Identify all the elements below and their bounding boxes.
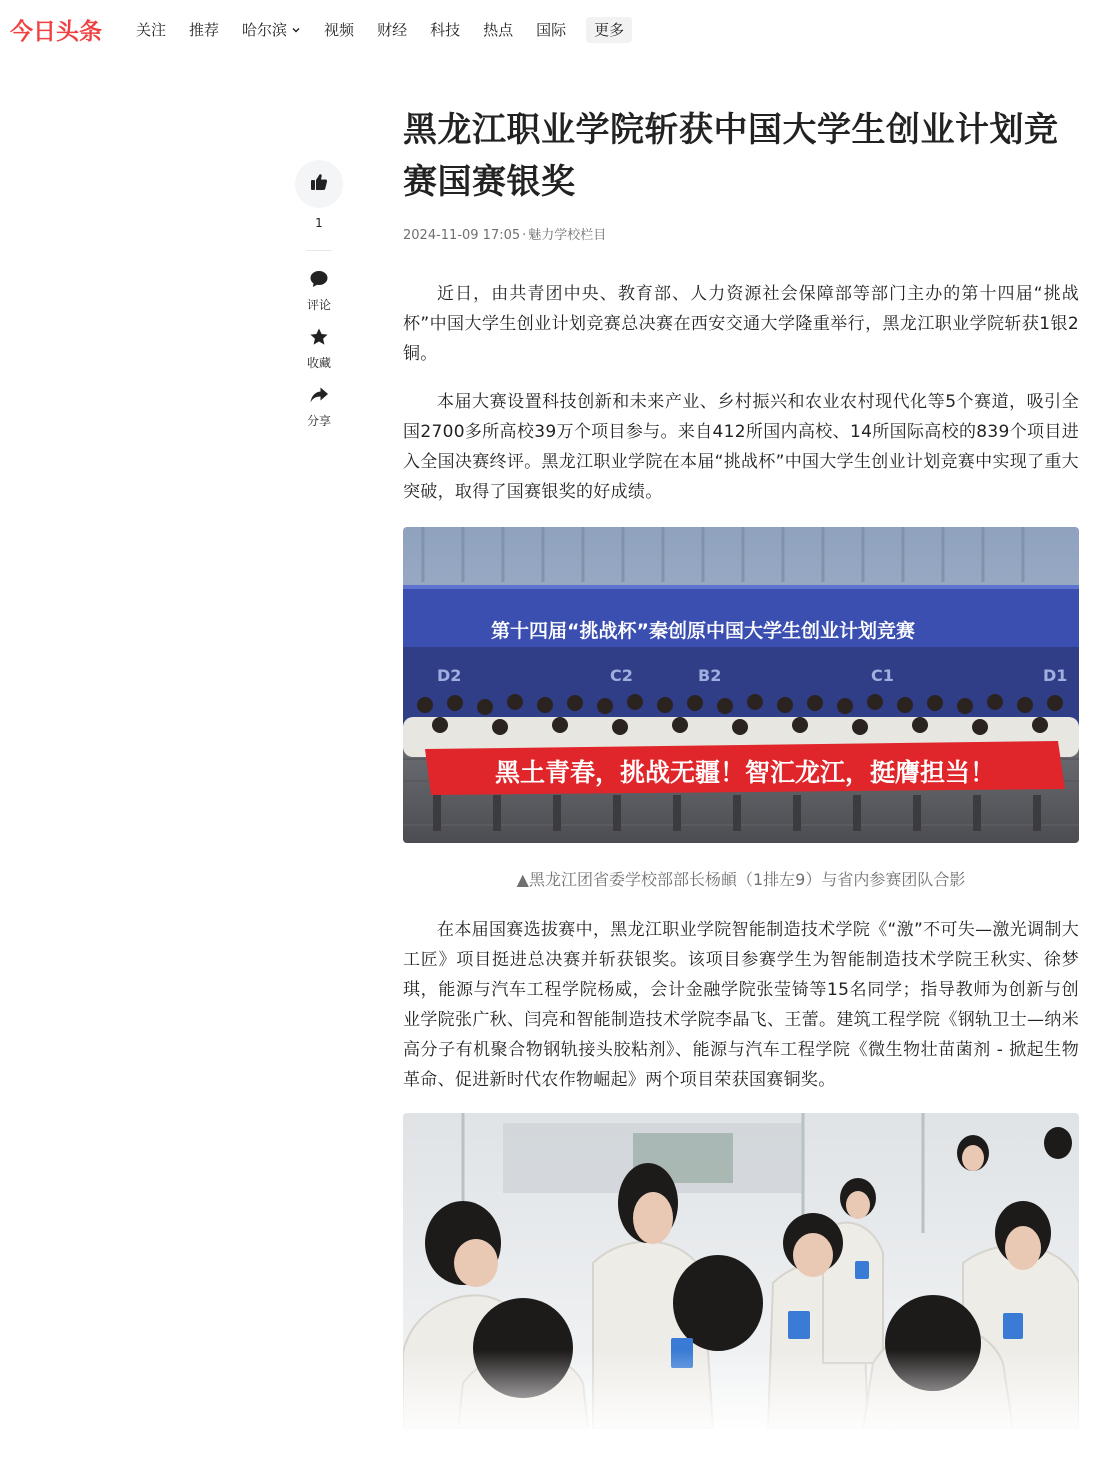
thumb-up-icon	[309, 172, 329, 196]
toutiao-logo[interactable]: 今日头条	[10, 19, 102, 45]
like-button[interactable]	[295, 160, 343, 208]
comment-button[interactable]	[295, 269, 343, 313]
publish-time: 2024-11-09 17:05	[403, 228, 521, 243]
article-paragraph: 在本届国赛选拔赛中，黑龙江职业学院智能制造技术学院《“激”不可失—激光调制大工匠》项目挺进总决赛并斩获银奖。该项目参赛学生为智能制造技术学院王秋实、徐梦琪，能源与汽车工程学院杨威，会计金融学院张莹锜等15名同学；指导教师为创新与创业学院张广秋、闫亮和智能制造技术学院李晶飞、王蕾。建筑工程学院《钢轨卫士—纳米高分子有机聚合物钢轨接头胶粘剂》、能源与汽车工程学院《微生物壮苗菌剂 - 掀起生物革命、促进新时代农作物崛起》两个项目荣获国赛铜奖。	[403, 920, 1079, 1090]
star-icon	[309, 327, 329, 351]
nav-tech[interactable]: 科技	[430, 21, 461, 39]
action-rail	[295, 160, 343, 429]
hall-sign: C2	[610, 666, 633, 685]
hall-sign: B2	[698, 666, 722, 685]
nav-more-button[interactable]: 更多	[586, 17, 632, 43]
nav-video[interactable]: 视频	[324, 21, 355, 39]
article-title: 黑龙江职业学院斩获中国大学生创业计划竞赛国赛银奖	[403, 110, 1059, 202]
rail-divider	[306, 250, 332, 251]
top-navigation	[0, 0, 1093, 58]
favorite-label: 收藏	[306, 356, 331, 370]
article-photo-team[interactable]	[403, 1113, 1079, 1429]
photo-caption: ▲黑龙江团省委学校部部长杨頔（1排左9）与省内参赛团队合影	[516, 870, 966, 889]
hall-sign: C1	[871, 666, 894, 685]
nav-follow[interactable]: 关注	[136, 21, 167, 39]
nav-city[interactable]	[242, 18, 301, 43]
hall-sign: D1	[1043, 666, 1068, 685]
photo-banner-text: 第十四届“挑战杯”秦创原中国大学生创业计划竞赛	[491, 620, 915, 642]
comment-icon	[309, 269, 329, 293]
nav-city-label: 哈尔滨	[242, 20, 288, 39]
meta-separator: ·	[522, 228, 527, 243]
nav-hot[interactable]: 热点	[483, 21, 514, 39]
chevron-down-icon	[291, 18, 301, 42]
like-count: 1	[315, 216, 323, 230]
article-photo-group[interactable]	[403, 527, 1079, 843]
share-icon	[309, 385, 329, 409]
hall-sign: D2	[437, 666, 462, 685]
article-paragraph: 近日，由共青团中央、教育部、人力资源社会保障部等部门主办的第十四届“挑战杯”中国大学生创业计划竞赛总决赛在西安交通大学隆重举行，黑龙江职业学院斩获1银2铜。	[403, 284, 1079, 364]
article-meta	[403, 224, 1079, 244]
share-label: 分享	[306, 414, 331, 428]
favorite-button[interactable]	[295, 327, 343, 371]
photo-slogan-text: 黑土青春，挑战无疆！智汇龙江，挺膺担当！	[494, 758, 996, 787]
article-paragraph: 本届大赛设置科技创新和未来产业、乡村振兴和农业农村现代化等5个赛道，吸引全国2700多所高校39万个项目参与。来自412所国内高校、14所国际高校的839个项目进入全国决赛终评。黑龙江职业学院在本届“挑战杯”中国大学生创业计划竞赛中实现了重大突破，取得了国赛银奖的好成绩。	[403, 392, 1079, 502]
article-source[interactable]: 魅力学校栏目	[528, 228, 607, 243]
share-button[interactable]	[295, 385, 343, 429]
nav-finance[interactable]: 财经	[377, 21, 408, 39]
nav-international[interactable]: 国际	[536, 21, 567, 39]
channel-nav	[136, 17, 632, 43]
article	[403, 104, 1079, 1429]
comment-label: 评论	[306, 298, 331, 312]
nav-recommend[interactable]: 推荐	[189, 21, 220, 39]
